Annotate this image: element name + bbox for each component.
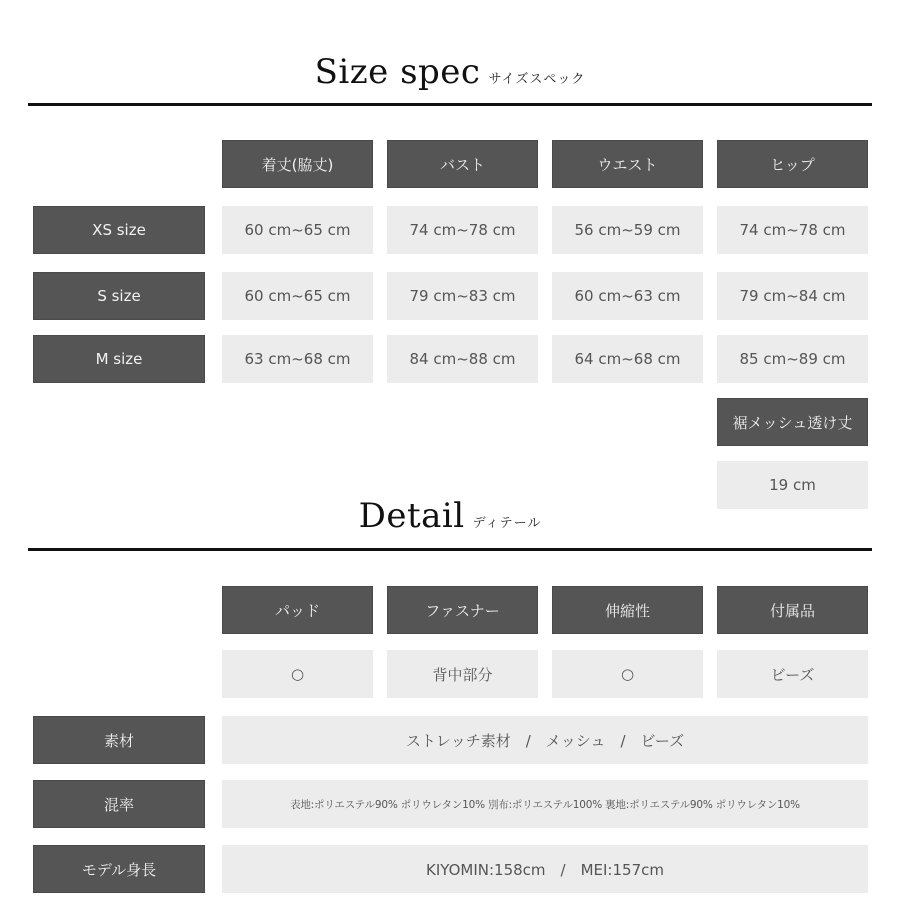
- row-label-xs: XS size: [33, 206, 205, 254]
- row-label-material: 素材: [33, 716, 205, 764]
- detail-header-pad: パッド: [222, 586, 373, 634]
- size-cell: 60 cm~65 cm: [222, 272, 373, 320]
- material-value: ストレッチ素材 / メッシュ / ビーズ: [222, 716, 868, 764]
- detail-header-accessories: 付属品: [717, 586, 868, 634]
- size-cell: 79 cm~83 cm: [387, 272, 538, 320]
- detail-divider: [28, 548, 872, 551]
- row-label-model-height: モデル身長: [33, 845, 205, 893]
- size-cell: 74 cm~78 cm: [387, 206, 538, 254]
- size-cell: 60 cm~63 cm: [552, 272, 703, 320]
- size-header-bust: バスト: [387, 140, 538, 188]
- row-label-s: S size: [33, 272, 205, 320]
- size-cell: 64 cm~68 cm: [552, 335, 703, 383]
- detail-value-stretch: ○: [552, 650, 703, 698]
- detail-header-zipper: ファスナー: [387, 586, 538, 634]
- detail-header-stretch: 伸縮性: [552, 586, 703, 634]
- row-label-blend: 混率: [33, 780, 205, 828]
- size-cell: 63 cm~68 cm: [222, 335, 373, 383]
- mesh-length-value: 19 cm: [717, 461, 868, 509]
- blend-value: 表地:ポリエステル90% ポリウレタン10% 別布:ポリエステル100% 裏地:ポリエステル90% ポリウレタン10%: [222, 780, 868, 828]
- detail-subtitle: ディテール: [472, 516, 542, 531]
- size-header-waist: ウエスト: [552, 140, 703, 188]
- size-header-length: 着丈(脇丈): [222, 140, 373, 188]
- size-spec-title: Size spec: [314, 52, 481, 92]
- detail-title: Detail: [358, 496, 465, 536]
- size-cell: 60 cm~65 cm: [222, 206, 373, 254]
- size-cell: 56 cm~59 cm: [552, 206, 703, 254]
- detail-value-accessories: ビーズ: [717, 650, 868, 698]
- size-cell: 79 cm~84 cm: [717, 272, 868, 320]
- size-spec-subtitle: サイズスペック: [488, 72, 586, 87]
- size-spec-divider: [28, 103, 872, 106]
- detail-value-pad: ○: [222, 650, 373, 698]
- detail-heading: [0, 496, 900, 536]
- size-cell: 85 cm~89 cm: [717, 335, 868, 383]
- size-cell: 74 cm~78 cm: [717, 206, 868, 254]
- detail-value-zipper: 背中部分: [387, 650, 538, 698]
- size-spec-heading: [0, 52, 900, 92]
- model-height-value: KIYOMIN:158cm / MEI:157cm: [222, 845, 868, 893]
- size-header-mesh-length: 裾メッシュ透け丈: [717, 398, 868, 446]
- size-cell: 84 cm~88 cm: [387, 335, 538, 383]
- size-header-hip: ヒップ: [717, 140, 868, 188]
- row-label-m: M size: [33, 335, 205, 383]
